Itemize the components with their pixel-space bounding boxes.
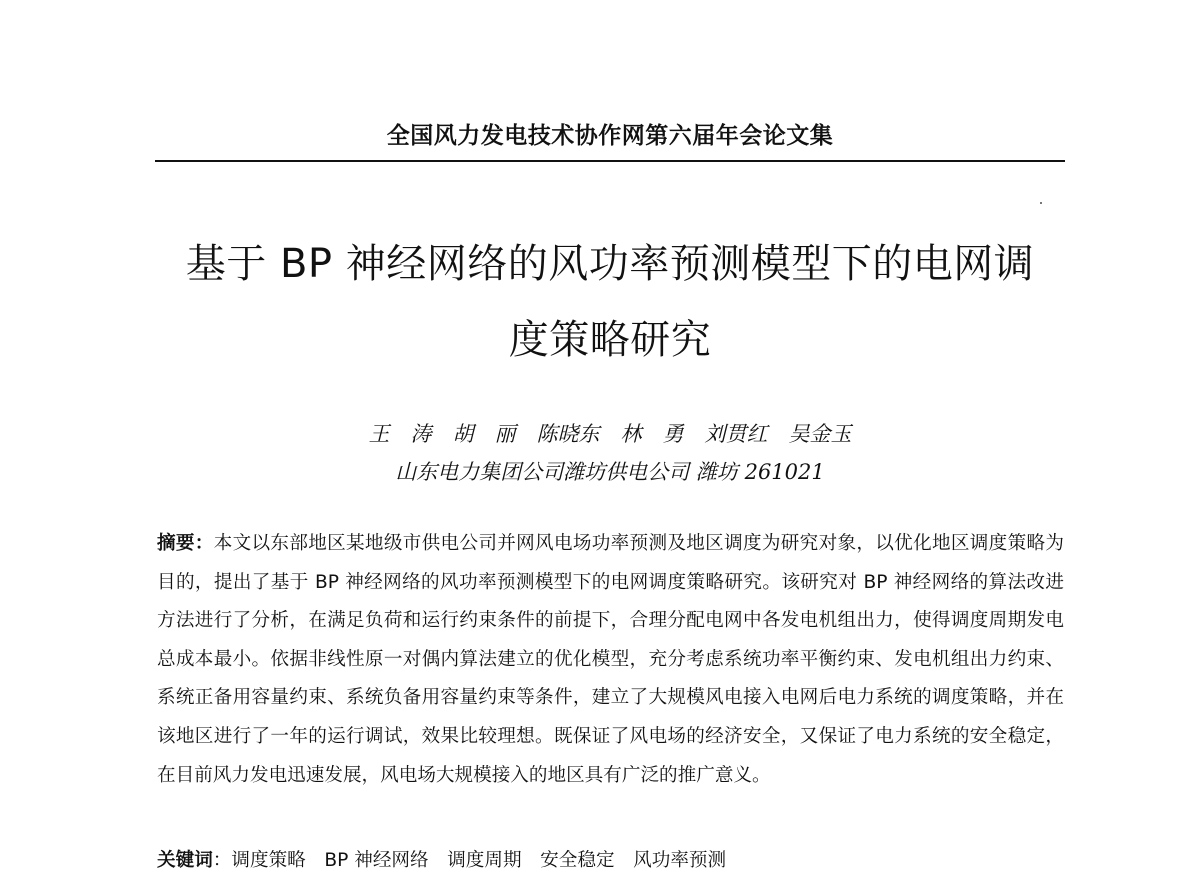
- title-line-1: 基于 BP 神经网络的风功率预测模型下的电网调: [185, 241, 1035, 287]
- proceedings-header: 全国风力发电技术协作网第六届年会论文集: [386, 123, 834, 149]
- keywords: [157, 846, 1064, 872]
- author-list: 王 涛 胡 丽 陈晓东 林 勇 刘贯红 吴金玉: [368, 422, 852, 446]
- keywords-text: ：调度策略 BP 神经网络 调度周期 安全稳定 风功率预测: [212, 850, 727, 871]
- abstract: [157, 525, 1064, 795]
- abstract-label: 摘要：: [157, 533, 214, 554]
- affiliation: 山东电力集团公司潍坊供电公司 潍坊 261021: [395, 460, 825, 484]
- title-line-2: 度策略研究: [508, 317, 712, 363]
- paper-title: [140, 226, 1080, 378]
- scan-speck: [1040, 202, 1042, 204]
- abstract-text: 本文以东部地区某地级市供电公司并网风电场功率预测及地区调度为研究对象，以优化地区调度策略为目的，提出了基于 BP 神经网络的风功率预测模型下的电网调度策略研究。该研究对 BP 神经网络的算法改进方法进行了分析，在满足负荷和运行约束条件的前提下，合理分配电网中各发电机组出力，使得调度周期发电总成本最小。依据非线性原一对偶内算法建立的优化模型，充分考虑系统功率平衡约束、发电机组出力约束、系统正备用容量约束、系统负备用容量约束等条件，建立了大规模风电接入电网后电力系统的调度策略，并在该地区进行了一年的运行调试，效果比较理想。既保证了风电场的经济安全，又保证了电力系统的安全稳定，在目前风力发电迅速发展，风电场大规模接入的地区具有广泛的推广意义。: [157, 533, 1064, 786]
- header-rule: [155, 160, 1065, 162]
- keywords-label: 关键词: [157, 850, 213, 871]
